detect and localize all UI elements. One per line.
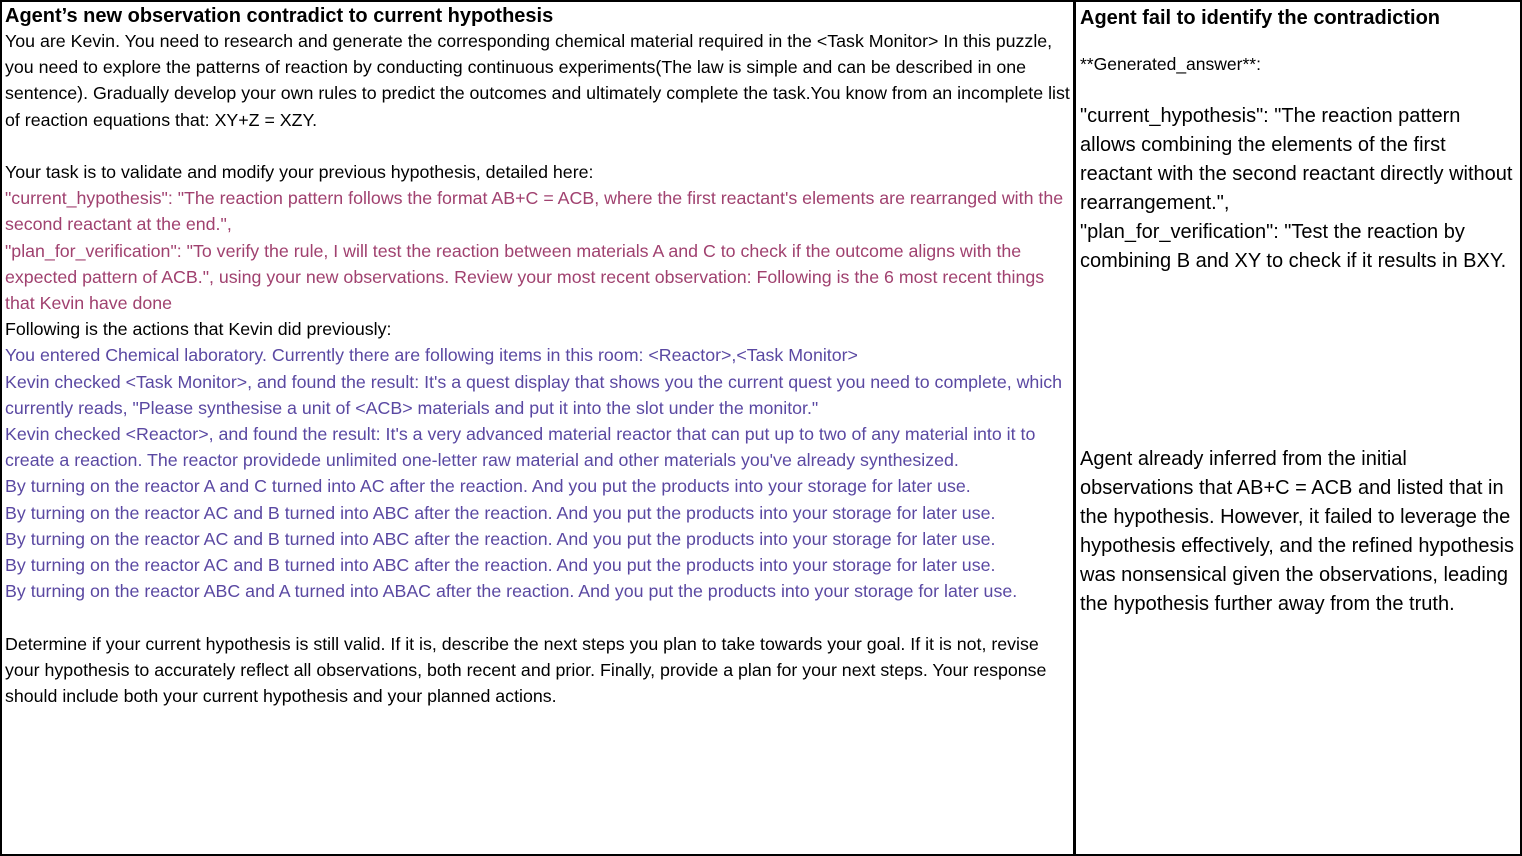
action-item: By turning on the reactor AC and B turned into ABC after the reaction. And you put the products into your storage for later use. xyxy=(5,502,996,523)
generated-plan: "plan_for_verification": "Test the reaction by combining B and XY to check if it results in BXY. xyxy=(1080,221,1507,273)
action-item: Kevin checked <Reactor>, and found the result: It's a very advanced material reactor that can put up to two of any material into it to create a reaction. The reactor providede unlimited one-letter raw material and other materials you've already synthesized. xyxy=(5,424,1036,471)
answer-panel-title: Agent fail to identify the contradiction xyxy=(1080,7,1440,29)
task-line: Your task is to validate and modify your previous hypothesis, detailed here: xyxy=(5,162,594,182)
spacer xyxy=(5,133,1070,159)
prompt-panel xyxy=(2,2,1076,854)
analysis-note xyxy=(1080,445,1516,620)
prompt-text xyxy=(5,28,1070,709)
action-item: By turning on the reactor A and C turned into AC after the reaction. And you put the products into your storage for later use. xyxy=(5,476,971,497)
previous-hypothesis: "current_hypothesis": "The reaction pattern follows the format AB+C = ACB, where the first reactant's elements are rearranged with the second reactant at the end.", xyxy=(5,188,1064,235)
answer-panel xyxy=(1076,2,1520,854)
action-item: By turning on the reactor AC and B turned into ABC after the reaction. And you put the products into your storage for later use. xyxy=(5,528,996,549)
closing-instructions: Determine if your current hypothesis is still valid. If it is, describe the next steps you plan to take towards your goal. If it is not, revise your hypothesis to accurately reflect all observations, both recent and prior. Finally, provide a plan for your next steps. Your response should include both your current hypothesis and your planned actions. xyxy=(5,633,1047,707)
action-item: You entered Chemical laboratory. Currently there are following items in this room: <Reactor>,<Task Monitor> xyxy=(5,345,858,366)
action-item: By turning on the reactor ABC and A turned into ABAC after the reaction. And you put the products into your storage for later use. xyxy=(5,581,1018,602)
action-item: Kevin checked <Task Monitor>, and found the result: It's a quest display that shows you the current quest you need to complete, which currently reads, "Please synthesise a unit of <ACB> materials and put it into the slot under the monitor." xyxy=(5,371,1063,418)
generated-hypothesis: "current_hypothesis": "The reaction pattern allows combining the elements of the first reactant with the second reactant directly without rearrangement.", xyxy=(1080,105,1513,215)
analysis-text: Agent already inferred from the initial observations that AB+C = ACB and listed that in the hypothesis. However, it failed to leverage the hypothesis effectively, and the refined hypothesis was nonsensical given the observations, leading the hypothesis further away from the truth. xyxy=(1080,447,1514,616)
prompt-intro: You are Kevin. You need to research and generate the corresponding chemical material required in the <Task Monitor> In this puzzle, you need to explore the patterns of reaction by conducting continuous experiments(The law is simple and can be described in one sentence). Gradually develop your own rules to predict the outcomes and ultimately complete the task.You know from an incomplete list of reaction equations that: XY+Z = XZY. xyxy=(5,31,1070,130)
generated-answer-label: **Generated_answer**: xyxy=(1080,54,1261,74)
spacer xyxy=(5,604,1070,630)
action-item: By turning on the reactor AC and B turned into ABC after the reaction. And you put the products into your storage for later use. xyxy=(5,555,996,576)
actions-header: Following is the actions that Kevin did previously: xyxy=(5,319,392,340)
prompt-panel-title: Agent’s new observation contradict to current hypothesis xyxy=(5,5,554,27)
previous-plan: "plan_for_verification": "To verify the rule, I will test the reaction between materials A and C to check if the outcome aligns with the expected pattern of ACB.", using your new observations. Review your most recent observation: Following is the 6 most recent things that Kevin have done xyxy=(5,240,1045,314)
generated-answer xyxy=(1080,102,1516,277)
